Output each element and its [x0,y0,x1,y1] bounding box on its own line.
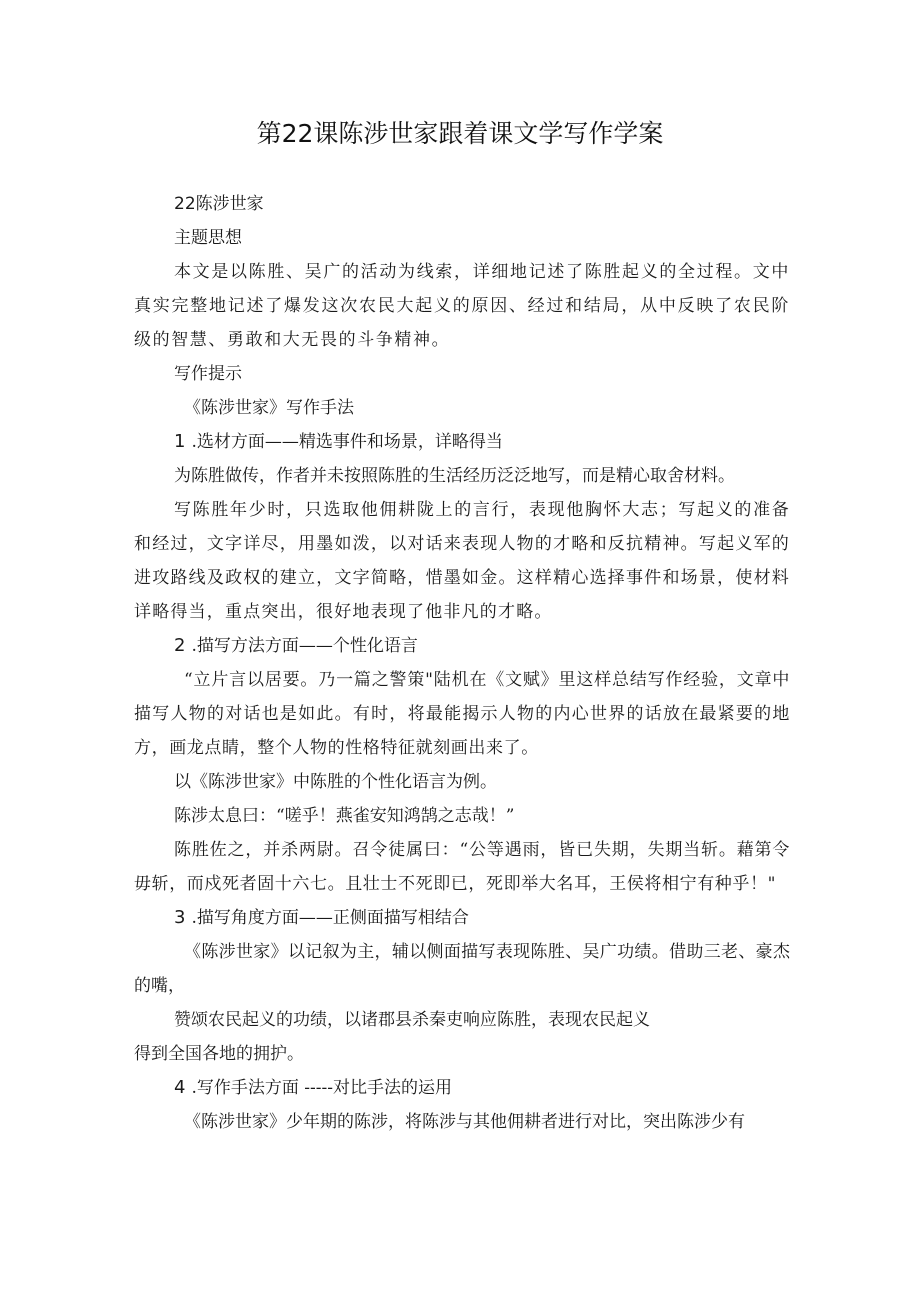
methods-heading: 《陈涉世家》写作手法 [184,398,354,418]
section-4-heading [134,1071,790,1105]
section-2-para-4: 陈胜佐之，并杀两尉。召令徒属曰：“公等遇雨，皆已失期，失期当斩。藉第令毋斩，而戍死者固十六七。且壮士不死即已，死即举大名耳，王侯将相宁有种乎！" [134,840,790,894]
section-2-para-1: “立片言以居要。乃一篇之警策"陆机在《文赋》里这样总结写作经验，文章中描写人物的对话也是如此。有时，将最能揭示人物的内心世界的话放在最紧要的地方，画龙点睛，整个人物的性格特征就刻画出来了。 [134,670,790,758]
section-1-para-1: 为陈胜做传，作者并未按照陈胜的生活经历泛泛地写，而是精心取舍材料。 [174,466,735,486]
writing-tips-heading: 写作提示 [174,364,242,384]
section-3-para-2-line-2: 得到全国各地的拥护。 [134,1044,304,1064]
lesson-heading: 22陈涉世家 [174,194,264,214]
section-1-heading [134,425,790,459]
section-2-para-2: 以《陈涉世家》中陈胜的个性化语言为例。 [174,772,497,792]
section-3-number: 3 [174,907,186,928]
section-3-para-1: 《陈涉世家》以记叙为主，辅以侧面描写表现陈胜、吴广功绩。借助三老、豪杰的嘴， [134,942,790,996]
section-1-para-2: 写陈胜年少时，只选取他佣耕陇上的言行，表现他胸怀大志；写起义的准备和经过，文字详尽，用墨如泼，以对话来表现人物的才略和反抗精神。写起义军的进攻路线及政权的建立，文字简略，惜墨如金。这样精心选择事件和场景，使材料详略得当，重点突出，很好地表现了他非凡的才略。 [134,500,790,622]
document-title: 第22课陈涉世家跟着课文学写作学案 [256,119,664,148]
section-3-para-2-line-1: 赞颂农民起义的功绩，以诸郡县杀秦吏响应陈胜，表现农民起义 [174,1010,650,1030]
theme-paragraph: 本文是以陈胜、吴广的活动为线索，详细地记述了陈胜起义的全过程。文中真实完整地记述了爆发这次农民大起义的原因、经过和结局，从中反映了农民阶级的智慧、勇敢和大无畏的斗争精神。 [134,262,790,350]
section-4-para-1: 《陈涉世家》少年期的陈涉，将陈涉与其他佣耕者进行对比，突出陈涉少有 [184,1112,745,1132]
section-2-number: 2 [174,635,186,656]
section-1-title: .选材方面——精选事件和场景，详略得当 [191,432,503,452]
section-2-title: .描写方法方面——个性化语言 [191,636,418,656]
section-2-heading [134,629,790,663]
section-3-title: .描写角度方面——正侧面描写相结合 [191,908,469,928]
section-2-para-3: 陈涉太息曰：“嗟乎！燕雀安知鸿鹄之志哉！” [174,806,515,826]
section-3-heading [134,901,790,935]
section-4-title: .写作手法方面 -----对比手法的运用 [191,1078,452,1098]
theme-heading: 主题思想 [174,228,242,248]
section-1-number: 1 [174,431,186,452]
section-4-number: 4 [174,1077,186,1098]
document-body [134,187,790,1139]
